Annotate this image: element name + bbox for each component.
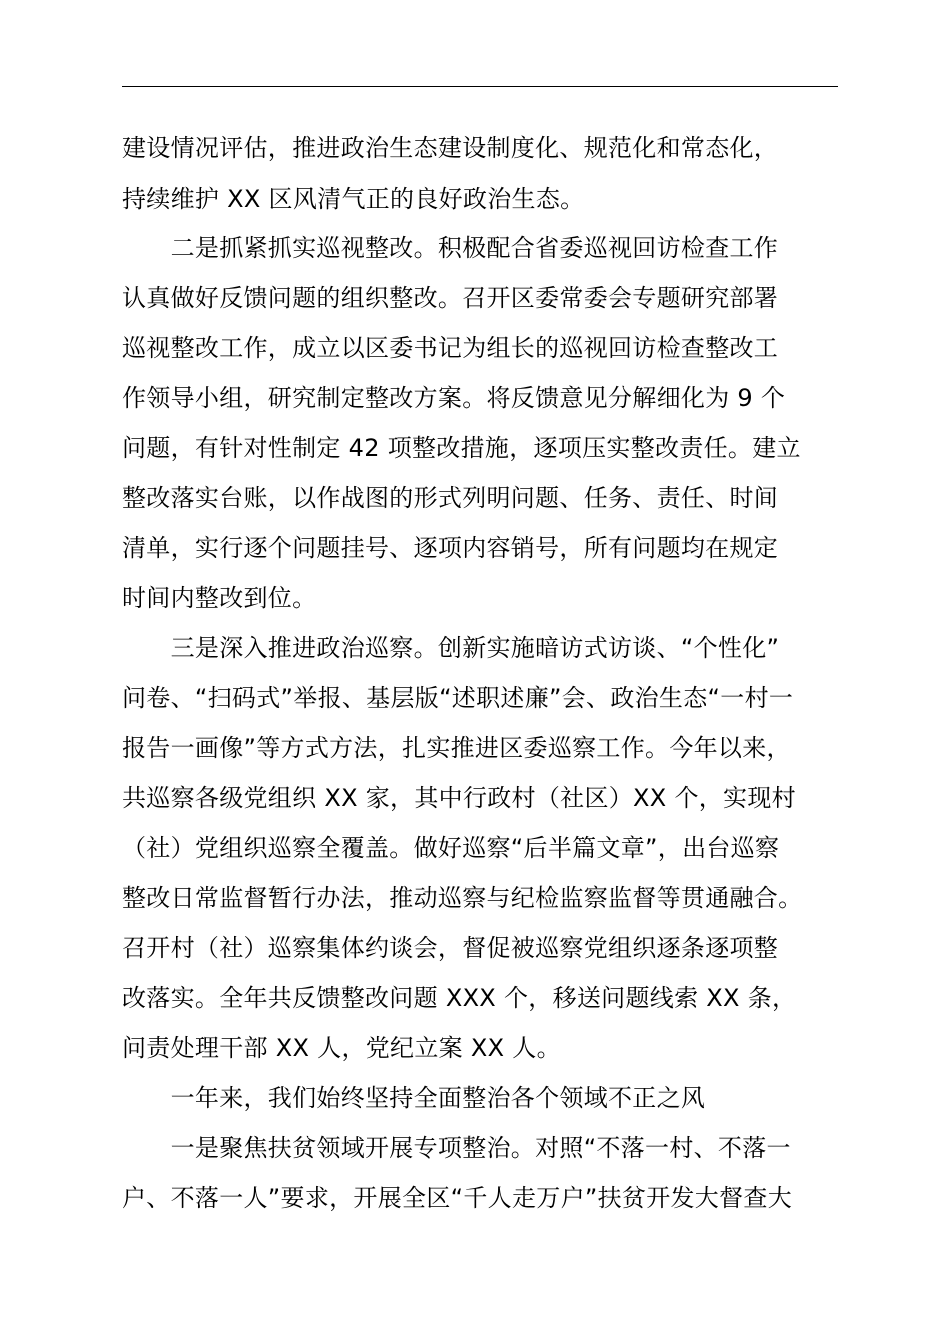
- text-line: 清单，实行逐个问题挂号、逐项内容销号，所有问题均在规定: [122, 534, 779, 562]
- text-line: 报告一画像”等方式方法，扎实推进区委巡察工作。今年以来，: [122, 734, 791, 762]
- text-line: 共巡察各级党组织 XX 家，其中行政村（社区）XX 个，实现村: [122, 784, 796, 812]
- text-line: 召开村（社）巡察集体约谈会，督促被巡察党组织逐条逐项整: [122, 934, 779, 962]
- text-line: （社）党组织巡察全覆盖。做好巡察“后半篇文章”，出台巡察: [122, 834, 780, 862]
- text-line: 改落实。全年共反馈整改问题 XXX 个，移送问题线索 XX 条，: [122, 984, 797, 1012]
- text-line: 问卷、“扫码式”举报、基层版“述职述廉”会、政治生态“一村一: [122, 684, 794, 712]
- text-line: 二是抓紧抓实巡视整改。积极配合省委巡视回访检查工作: [122, 234, 779, 262]
- text-line: 巡视整改工作，成立以区委书记为组长的巡视回访检查整改工: [122, 334, 779, 362]
- text-line: 建设情况评估，推进政治生态建设制度化、规范化和常态化，: [122, 134, 779, 162]
- text-line: 一是聚焦扶贫领域开展专项整治。对照“不落一村、不落一: [122, 1134, 791, 1162]
- text-line: 三是深入推进政治巡察。创新实施暗访式访谈、“个性化”: [122, 634, 780, 662]
- text-line: 作领导小组，研究制定整改方案。将反馈意见分解细化为 9 个: [122, 384, 786, 412]
- text-line: 整改日常监督暂行办法，推动巡察与纪检监察监督等贯通融合。: [122, 884, 803, 912]
- text-line: 认真做好反馈问题的组织整改。召开区委常委会专题研究部署: [122, 284, 779, 312]
- text-line: 时间内整改到位。: [122, 584, 317, 612]
- text-line: 整改落实台账，以作战图的形式列明问题、任务、责任、时间: [122, 484, 779, 512]
- text-line: 持续维护 XX 区风清气正的良好政治生态。: [122, 185, 585, 213]
- text-line: 问责处理干部 XX 人，党纪立案 XX 人。: [122, 1034, 561, 1062]
- text-line: 问题，有针对性制定 42 项整改措施，逐项压实整改责任。建立: [122, 434, 801, 462]
- text-line: 一年来，我们始终坚持全面整治各个领域不正之风: [122, 1084, 706, 1112]
- header-rule: [122, 86, 838, 87]
- text-line: 户、不落一人”要求，开展全区“千人走万户”扶贫开发大督查大: [122, 1184, 792, 1212]
